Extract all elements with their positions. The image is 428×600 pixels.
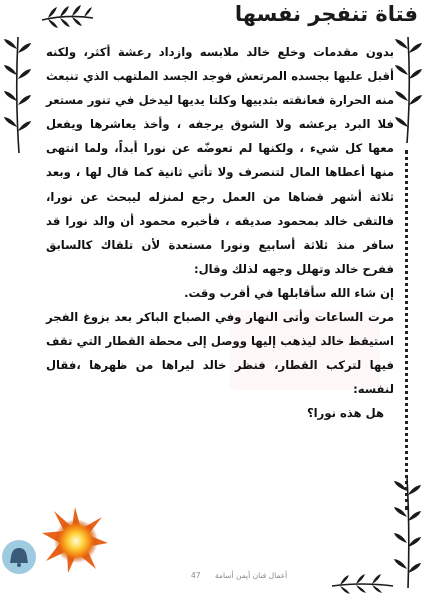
paragraph: هل هذه نورا؟ [306, 406, 384, 421]
page-title: فتاة تنفجر نفسها [234, 2, 418, 26]
border-dotted-line [405, 150, 408, 510]
page-footer [185, 571, 293, 580]
bell-badge[interactable] [2, 540, 36, 574]
paragraph: مرت الساعات وأتى النهار وفي الصباح الباكر بعد بزوغ الفجر استيقظ خالد ليذهب إليها ووصل إلى محطة القطار التي تقف فيها لتركب القطار، فنظر خالد ليراها من ظهرها ،فقال لنفسه: [46, 310, 394, 397]
leaf-sprig-icon [2, 35, 34, 155]
leaf-sprig-icon [40, 4, 95, 32]
fire-burst-icon [40, 505, 110, 575]
body-text [46, 40, 394, 426]
page-number: 47 [191, 571, 201, 580]
leaf-sprig-icon [392, 475, 424, 590]
leaf-sprig-icon [392, 35, 424, 145]
author-credit: أعمال فنان أيمن أسامة [214, 571, 288, 580]
leaf-sprig-icon [330, 574, 395, 598]
paragraph: إن شاء الله سأقابلها في أقرب وقت. [184, 285, 394, 300]
bell-icon [2, 540, 36, 574]
paragraph: بدون مقدمات وخلع خالد ملابسه وازداد رعشة أكثر، ولكنه أقبل عليها بجسده المرتعش فوجد الجسد الملتهب الذي تنبعث منه الحرارة فعانقته بثدييها وكلتا يديها ليدخل في تنور مستعر فلا البرد يرعشه ولا الشوق يرجفه ، وأخذ يعاشرها ويفعل معها كل شيء ، ولكنها لم تعوضّه عن نورا أبداً، ولما انتهى منها أعطاها المال لتنصرف ولا تأتي ثانية كما قال لها ، وبعد ثلاثة أشهر قضاها من العمل رجع لمنزله ليبحث عن نورا، فالتقى خالد بمحمود صديقه ، فأخبره محمود أن والد نورا قد سافر منذ ثلاثة أسابيع ونورا مستعدة لأن تلقاك كالسابق ففرح خالد وتهلل وجهه لذلك وقال: [46, 45, 394, 276]
